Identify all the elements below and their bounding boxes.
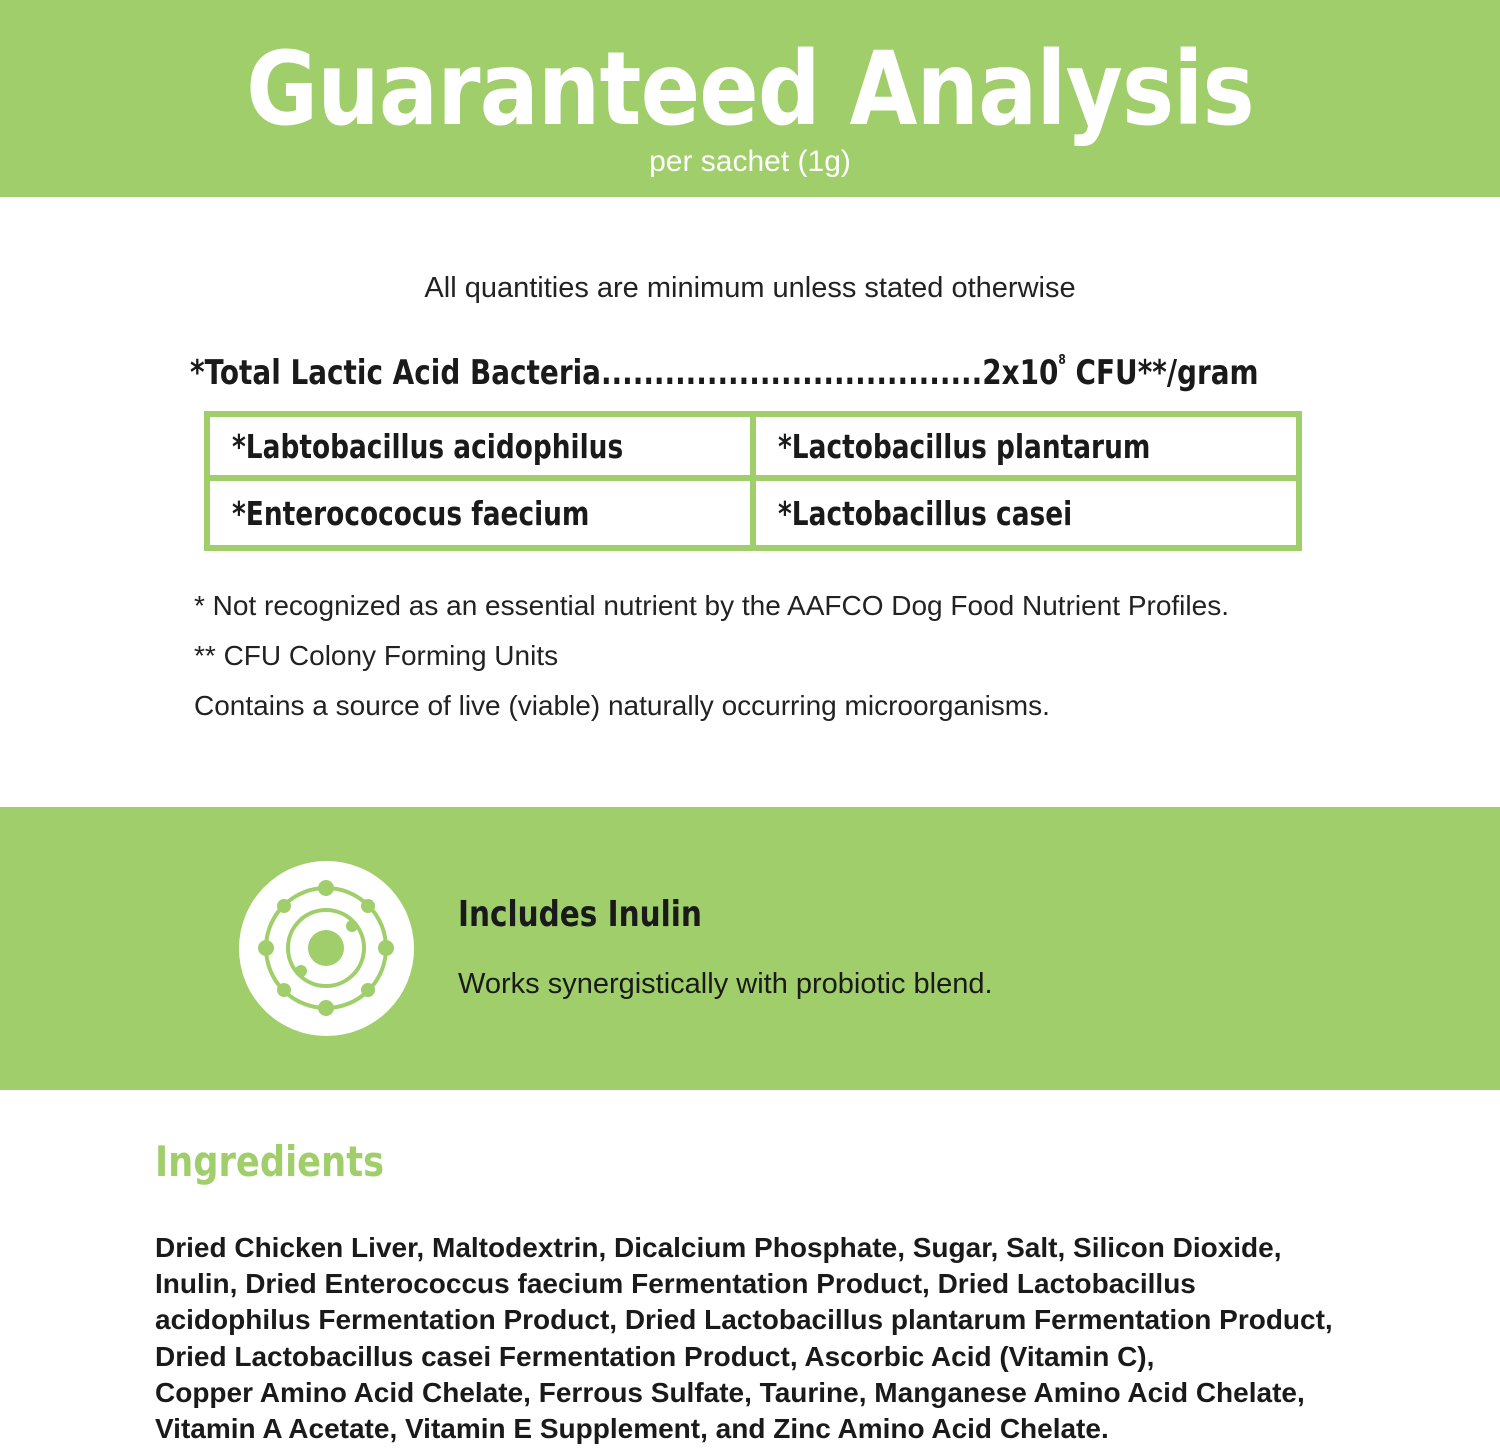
total-value-base: 2x10 xyxy=(982,353,1059,393)
strain-name: *Labtobacillus acidophilus xyxy=(232,426,624,466)
quantities-note: All quantities are minimum unless stated otherwise xyxy=(424,272,1076,304)
strain-name: *Enterocococus faecium xyxy=(232,493,590,533)
footnote-microorganisms: Contains a source of live (viable) naturally occurring microorganisms. xyxy=(194,690,1050,721)
ingredients-heading: Ingredients xyxy=(155,1137,385,1186)
footnote-cfu: ** CFU Colony Forming Units xyxy=(194,640,559,671)
strain-cell xyxy=(756,481,1296,545)
strain-cell xyxy=(210,481,756,545)
strain-name: *Lactobacillus plantarum xyxy=(778,426,1151,466)
page-title: Guaranteed Analysis xyxy=(246,30,1254,149)
strain-cell xyxy=(756,417,1296,481)
inulin-description: Works synergistically with probiotic blend. xyxy=(458,968,993,1000)
ingredients-list xyxy=(155,1230,1485,1447)
strain-name: *Lactobacillus casei xyxy=(778,493,1073,533)
ingredients-line: Dried Chicken Liver, Maltodextrin, Dicalcium Phosphate, Sugar, Salt, Silicon Dioxide, xyxy=(155,1232,1282,1263)
strain-cell xyxy=(210,417,756,481)
footnote-aafco: * Not recognized as an essential nutrient by the AAFCO Dog Food Nutrient Profiles. xyxy=(194,590,1229,621)
ingredients-line: Vitamin A Acetate, Vitamin E Supplement, and Zinc Amino Acid Chelate. xyxy=(155,1413,1109,1445)
ingredients-line: Dried Lactobacillus casei Fermentation Product, Ascorbic Acid (Vitamin C), xyxy=(155,1340,1155,1372)
total-bacteria-line xyxy=(190,338,1259,396)
molecule-icon xyxy=(239,861,414,1036)
total-label: *Total Lactic Acid Bacteria xyxy=(190,353,601,393)
ingredients-line: Copper Amino Acid Chelate, Ferrous Sulfate, Taurine, Manganese Amino Acid Chelate, xyxy=(155,1376,1305,1408)
total-value-exponent: 8 xyxy=(1058,353,1066,368)
ingredients-line: Inulin, Dried Enterococcus faecium Fermentation Product, Dried Lactobacillus xyxy=(155,1268,1196,1300)
total-value-unit: CFU**/gram xyxy=(1065,353,1259,393)
ingredients-line: acidophilus Fermentation Product, Dried Lactobacillus plantarum Fermentation Product, xyxy=(155,1304,1333,1336)
total-dot-leader: .................................... xyxy=(600,353,983,393)
inulin-title: Includes Inulin xyxy=(458,894,702,935)
inulin-banner xyxy=(0,807,1500,1090)
page-subtitle: per sachet (1g) xyxy=(649,145,851,178)
header-banner xyxy=(0,0,1500,197)
strain-table xyxy=(204,411,1302,551)
inulin-badge xyxy=(239,861,414,1036)
